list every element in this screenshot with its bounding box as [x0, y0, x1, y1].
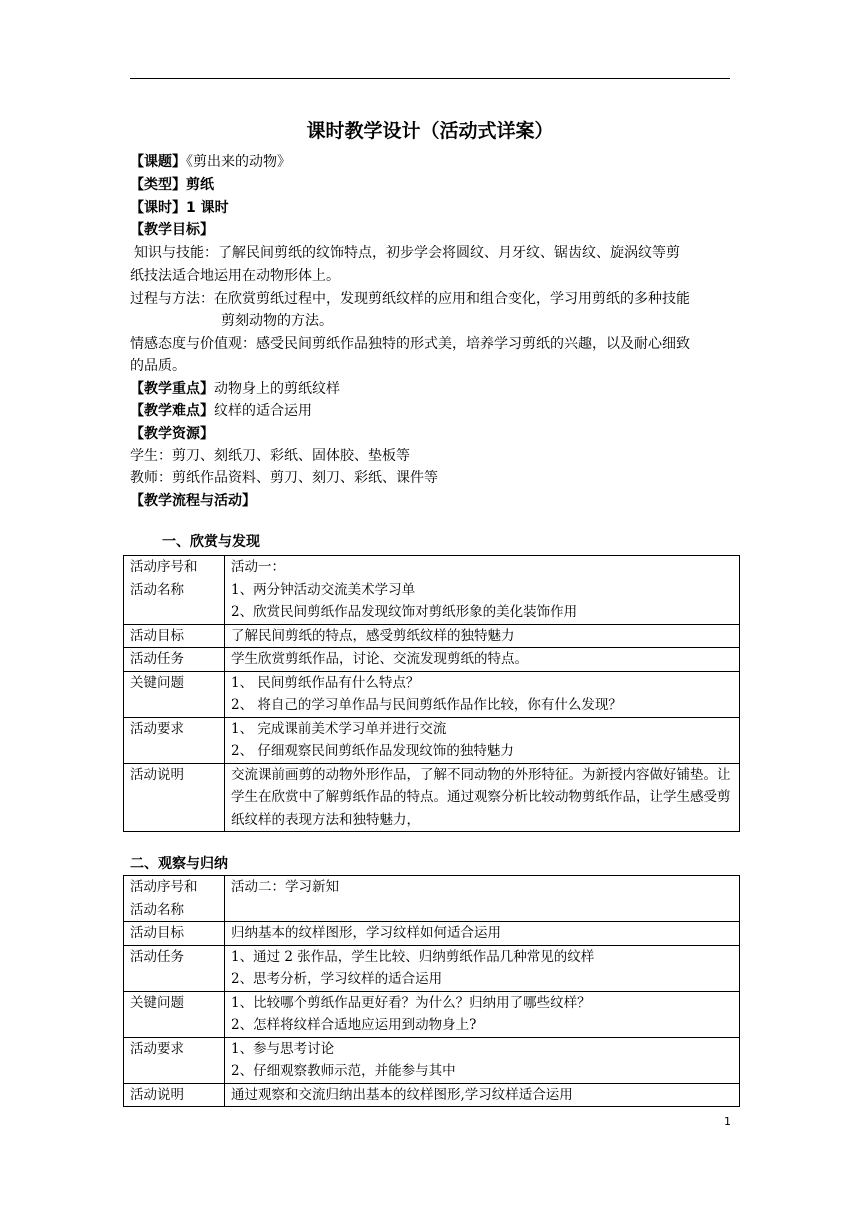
header-rule	[130, 78, 730, 79]
row-content: 1、 完成课前美术学习单并进行交流 2、 仔细观察民间剪纸作品发现纹饰的独特魅力	[225, 717, 740, 763]
section2-heading: 二、观察与归纳	[130, 856, 228, 872]
section1-heading: 一、欣赏与发现	[162, 534, 260, 550]
row-content: 1、通过 2 张作品，学生比较、归纳剪纸作品几种常见的纹样 2、思考分析，学习纹样的适合运用	[225, 945, 740, 991]
table-row	[124, 556, 740, 625]
page-number: 1	[724, 1115, 731, 1128]
row-label: 活动序号和 活动名称	[124, 876, 225, 922]
row-label: 活动要求	[124, 1037, 225, 1083]
table-row	[124, 1083, 740, 1107]
page-title: 课时教学设计（活动式详案）	[306, 120, 554, 142]
row-label: 活动序号和 活动名称	[124, 556, 225, 625]
type-line: 【类型】剪纸	[130, 177, 214, 193]
row-label: 活动任务	[124, 648, 225, 672]
row-content: 了解民间剪纸的特点，感受剪纸纹样的独特魅力	[225, 624, 740, 648]
table-row	[124, 945, 740, 991]
goal-attitude: 情感态度与价值观：感受民间剪纸作品独特的形式美，培养学习剪纸的兴趣，以及耐心细致	[130, 336, 690, 352]
row-content: 归纳基本的纹样图形，学习纹样如何适合运用	[225, 922, 740, 946]
row-content: 1、 民间剪纸作品有什么特点？ 2、 将自己的学习单作品与民间剪纸作品作比较，你有什么发现？	[225, 671, 740, 717]
row-content: 学生欣赏剪纸作品，讨论、交流发现剪纸的特点。	[225, 648, 740, 672]
row-label: 活动要求	[124, 717, 225, 763]
goals-heading: 【教学目标】	[130, 222, 214, 238]
table-row	[124, 876, 740, 922]
goal-attitude-cont: 的品质。	[130, 358, 186, 374]
row-label: 关键问题	[124, 991, 225, 1037]
row-content: 1、比较哪个剪纸作品更好看？为什么？归纳用了哪些纹样？ 2、怎样将纹样合适地应运用到动物身上?	[225, 991, 740, 1037]
hours-line: 【课时】1 课时	[130, 200, 229, 216]
row-label: 活动目标	[124, 624, 225, 648]
row-content: 活动二：学习新知	[225, 876, 740, 922]
goal-process-cont: 剪刻动物的方法。	[221, 313, 333, 329]
table-row	[124, 717, 740, 763]
goal-knowledge-cont: 纸技法适合地运用在动物形体上。	[130, 268, 340, 284]
activity-table-2	[123, 875, 740, 1107]
row-label: 活动说明	[124, 1083, 225, 1107]
row-label: 活动任务	[124, 945, 225, 991]
resources-heading: 【教学资源】	[130, 426, 214, 442]
goal-knowledge: 知识与技能：了解民间剪纸的纹饰特点，初步学会将圆纹、月牙纹、锯齿纹、旋涡纹等剪	[134, 245, 680, 261]
table-row	[124, 1037, 740, 1083]
goal-process: 过程与方法：在欣赏剪纸过程中，发现剪纸纹样的应用和组合变化，学习用剪纸的多种技能	[130, 291, 690, 307]
resources-students: 学生：剪刀、刻纸刀、彩纸、固体胶、垫板等	[130, 448, 410, 464]
topic-line: 【课题】《剪出来的动物》	[130, 154, 291, 170]
key-point-line: 【教学重点】动物身上的剪纸纹样	[130, 381, 340, 397]
difficulty-line: 【教学难点】纹样的适合运用	[130, 403, 312, 419]
activity-table-1	[123, 555, 740, 832]
table-row	[124, 991, 740, 1037]
row-content: 交流课前画剪的动物外形作品，了解不同动物的外形特征。为新授内容做好铺垫。让学生在欣赏中了解剪纸作品的特点。通过观察分析比较动物剪纸作品，让学生感受剪纸纹样的表现方法和独特魅力，	[225, 763, 740, 832]
flow-heading: 【教学流程与活动】	[130, 493, 256, 509]
row-content: 1、参与思考讨论 2、仔细观察教师示范，并能参与其中	[225, 1037, 740, 1083]
row-content: 通过观察和交流归纳出基本的纹样图形,学习纹样适合运用	[225, 1083, 740, 1107]
table-row	[124, 624, 740, 648]
resources-teacher: 教师：剪纸作品资料、剪刀、刻刀、彩纸、课件等	[130, 470, 438, 486]
table-row	[124, 671, 740, 717]
row-label: 关键问题	[124, 671, 225, 717]
table-row	[124, 922, 740, 946]
table-row	[124, 763, 740, 832]
row-label: 活动目标	[124, 922, 225, 946]
row-label: 活动说明	[124, 763, 225, 832]
table-row	[124, 648, 740, 672]
row-content: 活动一： 1、两分钟活动交流美术学习单 2、欣赏民间剪纸作品发现纹饰对剪纸形象的美化装饰作用	[225, 556, 740, 625]
